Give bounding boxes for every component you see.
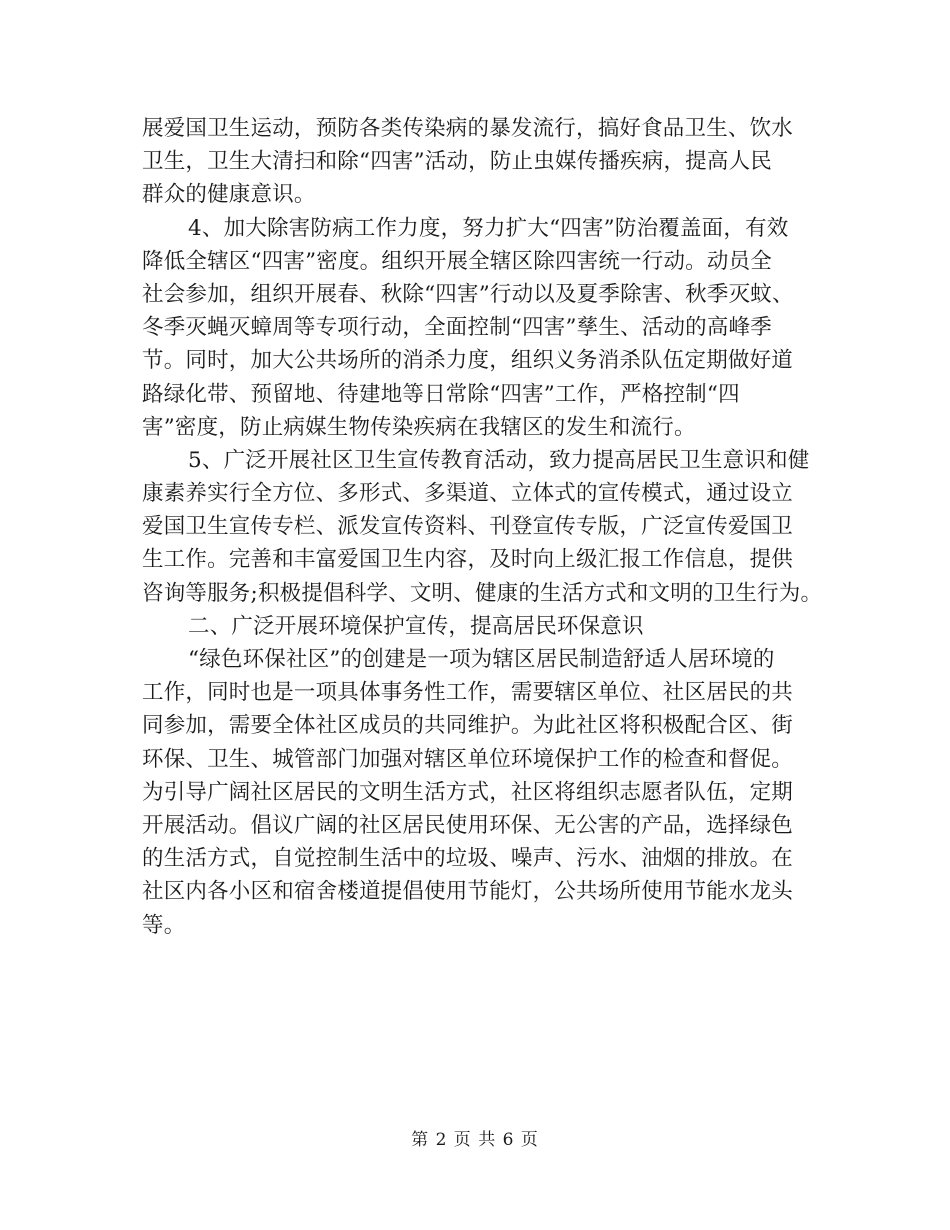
text-line: 爱国卫生宣传专栏、派发宣传资料、刊登宣传专版，广泛宣传爱国卫 xyxy=(142,514,794,540)
text-line: 降低全辖区“四害”密度。组织开展全辖区除四害统一行动。动员全 xyxy=(142,248,772,274)
text-line: 展爱国卫生运动，预防各类传染病的暴发流行，搞好食品卫生、饮水 xyxy=(142,116,794,141)
text-line: 生工作。完善和丰富爱国卫生内容，及时向上级汇报工作信息，提供 xyxy=(142,547,794,573)
text-line: “绿色环保社区”的创建是一项为辖区居民制造舒适人居环境的 xyxy=(188,647,775,672)
text-line: 的生活方式，自觉控制生活中的垃圾、噪声、污水、油烟的排放。在 xyxy=(142,846,794,872)
body-text xyxy=(142,112,822,942)
page-footer: 第 2 页 共 6 页 xyxy=(411,1130,539,1150)
text-line: 开展活动。倡议广阔的社区居民使用环保、无公害的产品，选择绿色 xyxy=(142,812,794,838)
text-line: 害”密度，防止病媒生物传染疾病在我辖区的发生和流行。 xyxy=(142,414,696,440)
text-line: 卫生，卫生大清扫和除“四害”活动，防止虫媒传播疾病，提高人民 xyxy=(142,149,772,175)
text-line: 咨询等服务;积极提倡科学、文明、健康的生活方式和文明的卫生行为。 xyxy=(142,580,823,606)
text-line: 同参加，需要全体社区成员的共同维护。为此社区将积极配合区、街 xyxy=(142,713,794,739)
section-heading: 二、广泛开展环境保护宣传，提高居民环保意识 xyxy=(188,613,644,639)
text-line: 路绿化带、预留地、待建地等日常除“四害”工作，严格控制“四 xyxy=(142,381,740,407)
text-line: 康素养实行全方位、多形式、多渠道、立体式的宣传模式，通过设立 xyxy=(142,481,794,507)
text-line: 节。同时，加大公共场所的消杀力度，组织义务消杀队伍定期做好道 xyxy=(142,348,794,374)
text-line: 工作，同时也是一项具体事务性工作，需要辖区单位、社区居民的共 xyxy=(142,680,794,706)
text-line: 群众的健康意识。 xyxy=(142,182,316,208)
text-line: 社会参加，组织开展春、秋除“四害”行动以及夏季除害、秋季灭蚊、 xyxy=(142,281,794,307)
text-line: 冬季灭蝇灭蟑周等专项行动，全面控制“四害”孳生、活动的高峰季 xyxy=(142,315,772,341)
text-line: 社区内各小区和宿舍楼道提倡使用节能灯，公共场所使用节能水龙头 xyxy=(142,879,794,905)
text-line: 为引导广阔社区居民的文明生活方式，社区将组织志愿者队伍，定期 xyxy=(142,779,794,805)
text-line: 4、加大除害防病工作力度，努力扩大“四害”防治覆盖面，有效 xyxy=(188,215,789,241)
text-line: 5、广泛开展社区卫生宣传教育活动，致力提高居民卫生意识和健 xyxy=(188,447,810,473)
text-line: 环保、卫生、城管部门加强对辖区单位环境保护工作的检查和督促。 xyxy=(142,746,794,772)
text-line: 等。 xyxy=(142,912,186,938)
